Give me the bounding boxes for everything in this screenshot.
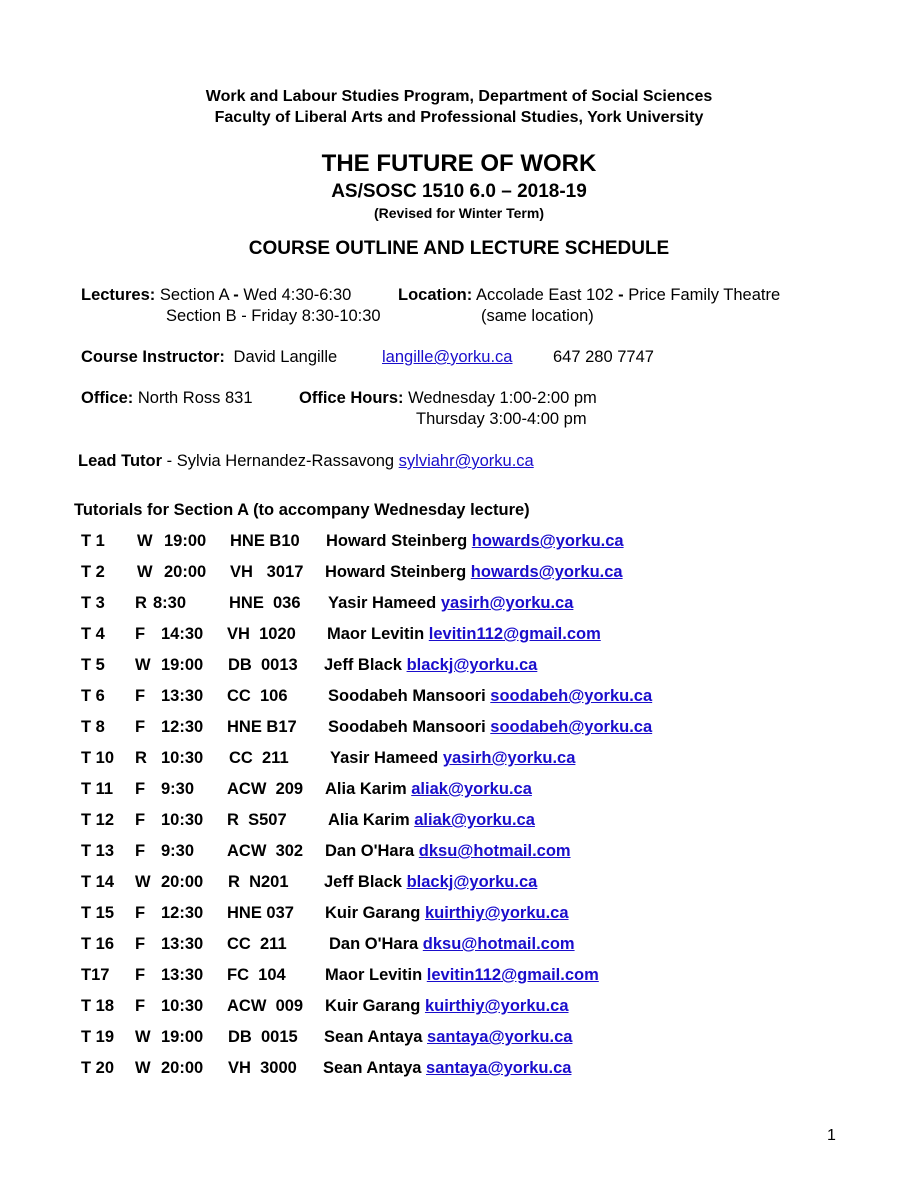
tutor-email-link[interactable]: soodabeh@yorku.ca <box>490 687 653 705</box>
tutorial-room: R S507 <box>227 811 287 829</box>
location-sep: - <box>618 286 624 304</box>
office-line <box>81 389 253 408</box>
tutor-email-link[interactable]: dksu@hotmail.com <box>422 935 575 953</box>
tutor-email-link[interactable]: blackj@yorku.ca <box>406 656 538 674</box>
tutorial-room: HNE B10 <box>230 532 300 550</box>
tutorial-tutor-line <box>323 1059 571 1078</box>
tutor-email-link[interactable]: levitin112@gmail.com <box>426 966 599 984</box>
tutorial-time: 10:30 <box>161 811 204 829</box>
tutorial-time: 13:30 <box>161 935 204 953</box>
lectures-line <box>81 286 351 305</box>
tutorial-time: 14:30 <box>161 625 204 643</box>
instructor-phone: 647 280 7747 <box>553 348 654 366</box>
tutor-email-link[interactable]: santaya@yorku.ca <box>427 1028 573 1046</box>
tutorial-tutor-line <box>328 687 652 706</box>
tutorial-tutor-line <box>324 1028 572 1047</box>
tutorial-time: 12:30 <box>161 904 204 922</box>
tutorial-day: F <box>135 997 146 1015</box>
tutorial-time: 13:30 <box>161 966 204 984</box>
location-label: Location: <box>398 286 473 304</box>
tutorial-time: 9:30 <box>161 780 195 798</box>
tutorial-tutor-line <box>325 780 532 799</box>
tutorial-time: 20:00 <box>161 1059 204 1077</box>
tutorial-time: 20:00 <box>164 563 207 581</box>
lead-tutor-name: - Sylvia Hernandez-Rassavong <box>166 452 395 470</box>
tutorial-tutor-line <box>324 656 537 675</box>
tutor-name: Soodabeh Mansoori <box>328 718 486 736</box>
lead-tutor-email-link[interactable]: sylviahr@yorku.ca <box>398 452 534 470</box>
tutorial-tutor-line <box>329 935 575 954</box>
tutorial-id: T 6 <box>81 687 105 705</box>
tutor-name: Soodabeh Mansoori <box>328 687 486 705</box>
tutorial-id: T 8 <box>81 718 105 736</box>
tutorial-day: F <box>135 966 146 984</box>
location-line <box>398 286 780 305</box>
tutorial-id: T 20 <box>81 1059 115 1077</box>
tutor-email-link[interactable]: yasirh@yorku.ca <box>442 749 576 767</box>
tutorial-day: F <box>135 718 146 736</box>
tutorial-day: R <box>135 594 147 612</box>
tutor-email-link[interactable]: aliak@yorku.ca <box>414 811 535 829</box>
tutorial-day: F <box>135 625 146 643</box>
tutor-name: Jeff Black <box>324 873 402 891</box>
tutorial-time: 20:00 <box>161 873 204 891</box>
section-a-time: Wed 4:30-6:30 <box>243 286 352 304</box>
tutorial-day: F <box>135 780 146 798</box>
tutorial-room: FC 104 <box>227 966 286 984</box>
tutor-email-link[interactable]: yasirh@yorku.ca <box>440 594 574 612</box>
tutorial-day: W <box>135 1059 151 1077</box>
tutorial-day: W <box>137 532 153 550</box>
revised-note: (Revised for Winter Term) <box>374 205 544 221</box>
tutor-email-link[interactable]: howards@yorku.ca <box>471 532 624 550</box>
tutor-name: Kuir Garang <box>325 904 421 922</box>
tutorial-room: ACW 302 <box>227 842 304 860</box>
tutorial-tutor-line <box>327 625 601 644</box>
tutorial-time: 10:30 <box>161 997 204 1015</box>
tutor-name: Sean Antaya <box>324 1028 423 1046</box>
tutor-email-link[interactable]: levitin112@gmail.com <box>428 625 601 643</box>
tutorial-time: 9:30 <box>161 842 195 860</box>
tutorial-room: ACW 009 <box>227 997 304 1015</box>
tutorial-time: 8:30 <box>153 594 187 612</box>
tutorial-room: VH 1020 <box>227 625 296 643</box>
tutorial-room: HNE 036 <box>229 594 301 612</box>
tutorial-day: F <box>135 811 146 829</box>
tutor-email-link[interactable]: blackj@yorku.ca <box>406 873 538 891</box>
tutorial-room: CC 106 <box>227 687 288 705</box>
tutorial-day: R <box>135 749 147 767</box>
tutorial-time: 19:00 <box>161 656 204 674</box>
course-title: THE FUTURE OF WORK <box>321 150 597 177</box>
tutorial-id: T17 <box>81 966 110 984</box>
faculty-line: Faculty of Liberal Arts and Professional Studies, York University <box>214 109 704 126</box>
section-a: Section A <box>159 286 229 304</box>
tutorial-tutor-line <box>325 563 623 582</box>
tutor-email-link[interactable]: santaya@yorku.ca <box>426 1059 572 1077</box>
tutorial-id: T 5 <box>81 656 105 674</box>
tutorial-tutor-line <box>330 749 575 768</box>
office-hours-line <box>299 389 597 408</box>
office-hours-2: Thursday 3:00-4:00 pm <box>416 410 587 428</box>
tutor-name: Dan O'Hara <box>325 842 415 860</box>
tutor-name: Alia Karim <box>325 780 407 798</box>
section-b-location: (same location) <box>481 307 594 325</box>
tutor-name: Jeff Black <box>324 656 402 674</box>
tutor-email-link[interactable]: dksu@hotmail.com <box>418 842 571 860</box>
tutor-email-link[interactable]: kuirthiy@yorku.ca <box>424 904 569 922</box>
tutor-name: Dan O'Hara <box>329 935 419 953</box>
outline-heading: COURSE OUTLINE AND LECTURE SCHEDULE <box>248 238 670 259</box>
page-number: 1 <box>827 1127 836 1144</box>
tutorial-room: DB 0015 <box>228 1028 298 1046</box>
tutorial-day: F <box>135 842 146 860</box>
tutorial-id: T 3 <box>81 594 105 612</box>
tutorial-room: VH 3000 <box>228 1059 297 1077</box>
tutorial-day: W <box>135 1028 151 1046</box>
instructor-email-link[interactable]: langille@yorku.ca <box>382 348 513 366</box>
department-line: Work and Labour Studies Program, Department of Social Sciences <box>205 88 713 105</box>
tutorial-day: W <box>135 873 151 891</box>
tutor-email-link[interactable]: kuirthiy@yorku.ca <box>424 997 569 1015</box>
tutorial-room: ACW 209 <box>227 780 304 798</box>
instructor-label: Course Instructor: <box>81 348 225 366</box>
tutorial-id: T 2 <box>81 563 105 581</box>
tutorial-id: T 14 <box>81 873 115 891</box>
tutorial-day: F <box>135 687 146 705</box>
tutorial-day: F <box>135 904 146 922</box>
tutorial-id: T 4 <box>81 625 105 643</box>
section-b: Section B - Friday 8:30-10:30 <box>166 307 381 325</box>
tutor-email-link[interactable]: soodabeh@yorku.ca <box>490 718 653 736</box>
tutorial-tutor-line <box>328 811 535 830</box>
tutorial-room: VH 3017 <box>230 563 304 581</box>
instructor-line <box>81 348 337 367</box>
tutorial-room: R N201 <box>228 873 289 891</box>
office-hours-label: Office Hours: <box>299 389 404 407</box>
tutor-name: Sean Antaya <box>323 1059 422 1077</box>
tutorial-tutor-line <box>324 873 537 892</box>
lead-tutor-line <box>78 452 534 471</box>
tutor-name: Howard Steinberg <box>326 532 468 550</box>
tutorial-time: 13:30 <box>161 687 204 705</box>
office-hours-1: Wednesday 1:00-2:00 pm <box>408 389 597 407</box>
tutorial-id: T 15 <box>81 904 115 922</box>
tutorial-id: T 1 <box>81 532 105 550</box>
tutorial-day: W <box>137 563 153 581</box>
location-value: Accolade East 102 <box>475 286 614 304</box>
tutorial-id: T 11 <box>81 780 114 798</box>
tutorial-id: T 19 <box>81 1028 115 1046</box>
section-a-sep: - <box>233 286 239 304</box>
tutor-name: Yasir Hameed <box>330 749 439 767</box>
course-code: AS/SOSC 1510 6.0 – 2018-19 <box>331 181 587 202</box>
tutorial-tutor-line <box>326 532 624 551</box>
location-theatre: Price Family Theatre <box>628 286 781 304</box>
tutorial-id: T 12 <box>81 811 115 829</box>
tutorial-tutor-line <box>328 718 652 737</box>
office-value: North Ross 831 <box>137 389 253 407</box>
tutorial-tutor-line <box>325 842 571 861</box>
tutor-name: Maor Levitin <box>327 625 425 643</box>
tutor-name: Maor Levitin <box>325 966 423 984</box>
tutorial-room: HNE B17 <box>227 718 297 736</box>
tutorial-day: W <box>135 656 151 674</box>
tutorial-room: HNE 037 <box>227 904 294 922</box>
tutorial-tutor-line <box>325 966 599 985</box>
tutorial-tutor-line <box>328 594 573 613</box>
tutorial-day: F <box>135 935 146 953</box>
tutorial-id: T 18 <box>81 997 115 1015</box>
tutor-name: Kuir Garang <box>325 997 421 1015</box>
tutorial-id: T 10 <box>81 749 115 767</box>
tutorial-id: T 16 <box>81 935 115 953</box>
tutorial-id: T 13 <box>81 842 115 860</box>
tutor-email-link[interactable]: aliak@yorku.ca <box>411 780 532 798</box>
tutorial-time: 12:30 <box>161 718 204 736</box>
tutor-name: Howard Steinberg <box>325 563 467 581</box>
office-label: Office: <box>81 389 134 407</box>
lectures-label: Lectures: <box>81 286 156 304</box>
tutorial-time: 19:00 <box>161 1028 204 1046</box>
tutorial-room: CC 211 <box>227 935 287 953</box>
tutorial-time: 10:30 <box>161 749 204 767</box>
tutor-email-link[interactable]: howards@yorku.ca <box>470 563 623 581</box>
tutorial-tutor-line <box>325 904 569 923</box>
tutor-name: Yasir Hameed <box>328 594 437 612</box>
tutor-name: Alia Karim <box>328 811 410 829</box>
tutorial-time: 19:00 <box>164 532 207 550</box>
tutorial-tutor-line <box>325 997 569 1016</box>
instructor-name: David Langille <box>233 348 338 366</box>
lead-tutor-label: Lead Tutor <box>78 452 163 470</box>
tutorial-room: CC 211 <box>229 749 289 767</box>
tutorial-room: DB 0013 <box>228 656 298 674</box>
tutorials-heading: Tutorials for Section A (to accompany Wednesday lecture) <box>74 501 530 519</box>
